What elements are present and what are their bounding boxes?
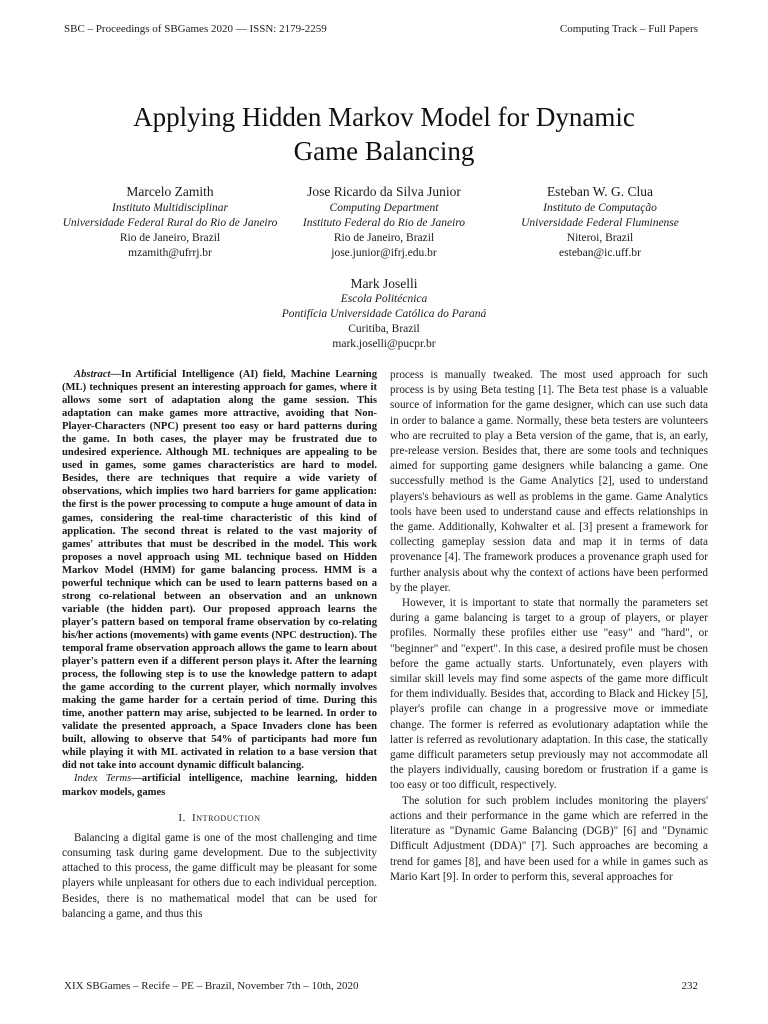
- author-name: Marcelo Zamith: [126, 184, 214, 199]
- index-terms-text: —artificial intelligence, machine learning, hidden markov models, games: [62, 773, 377, 798]
- author-affiliation: Instituto de Computação: [543, 202, 657, 214]
- paper-title: [60, 100, 708, 168]
- abstract-lead: Abstract: [74, 369, 111, 380]
- author-email: mzamith@ufrrj.br: [128, 247, 212, 259]
- page-number: 232: [681, 980, 698, 992]
- header-left: SBC – Proceedings of SBGames 2020 — ISSN: 2179-2259: [64, 23, 327, 35]
- author-city: Rio de Janeiro, Brazil: [333, 232, 435, 244]
- author-institution: Universidade Federal Fluminense: [521, 217, 679, 229]
- author-affiliation: Computing Department: [329, 202, 439, 214]
- author-email: jose.junior@ifrj.edu.br: [331, 247, 437, 259]
- header-right: Computing Track – Full Papers: [559, 23, 698, 35]
- author-block: [0, 275, 768, 352]
- abstract: [62, 368, 377, 772]
- author-affiliation: Instituto Multidisciplinar: [112, 202, 228, 214]
- left-column: [62, 368, 377, 922]
- section-number: I.: [178, 811, 186, 824]
- right-column: [390, 368, 708, 885]
- author-city: Curitiba, Brazil: [348, 323, 420, 335]
- abstract-text: —In Artificial Intelligence (AI) field, Machine Learning (ML) techniques present an interesting approach for games, where it allows some sort of adaptation along the game session. This adaptation can make games more attractive, avoiding that Non-Player-Characters (NPC) present too easy or hard patterns during the game. In both cases, the player may be frustrated due to undesired experience. Although ML techniques are appealing to be used in games, some games characteristics are hard to model. Besides, there are techniques that require a wide variety of observations, which implies two hard barriers for game application: the first is the power processing to compute a huge amount of data in games, considering the real-time characteristic of this kind of application. The second threat is related to the vast majority of games' attributes that must be described in the model. This work proposes a novel approach using ML technique based on Hidden Markov Model (HMM) for game balancing process. HMM is a powerful technique which can be used to learn patterns based on a strong co-relational between an observation and an unknown variable (the hidden part). Our proposed approach learns the player's pattern based on temporal frame observation by co-relating his/her actions (movements) with game events (NPC destruction). The temporal frame observation approach allows the game to learn about player's pattern even if a different person plays it. After the learning process, the following step is to use the knowledge pattern to adapt the game according to the current player, which normally involves making the game harder for a certain period of time. During this time, another pattern may arise, subjected to be learned. In order to validate the presented approach, a Space Invaders clone has been built, allowing to observe that 54% of participants had more fun while playing it with ML activated in relation to a base version that did not take into account dynamic difficult balancing.: [62, 369, 377, 772]
- title-line-1: Applying Hidden Markov Model for Dynamic: [133, 102, 635, 132]
- index-terms: [62, 772, 377, 798]
- author-institution: Universidade Federal Rural do Rio de Janeiro: [62, 217, 278, 229]
- body-paragraph: Balancing a digital game is one of the most challenging and time consuming task during game development. Due to the subjectivity attached to this process, the game difficult may be pleasant for some players while unpleasant for others due to each individual perception. Besides, there is no mathematical model that can be used for balancing a game, and thus this: [62, 831, 377, 920]
- author-name: Esteban W. G. Clua: [546, 184, 654, 199]
- author-institution: Instituto Federal do Rio de Janeiro: [302, 217, 466, 229]
- author-institution: Pontifícia Universidade Católica do Paraná: [281, 308, 487, 320]
- section-title: Introduction: [191, 811, 261, 824]
- author-affiliation: Escola Politécnica: [340, 293, 428, 305]
- title-line-2: Game Balancing: [293, 136, 475, 166]
- author-city: Rio de Janeiro, Brazil: [119, 232, 221, 244]
- author-block: [470, 183, 730, 261]
- index-terms-lead: Index Terms: [74, 773, 132, 785]
- page-footer: [64, 980, 698, 992]
- author-email: mark.joselli@pucpr.br: [332, 338, 436, 350]
- body-paragraph: process is manually tweaked. The most used approach for such process is by using Beta testing [1]. The Beta test phase is a valuable source of information for the game designer, which can use such data in order to balance a game. Normally, these beta testers are volunteers who are recruited to play a Beta version of the game, that is, an early, pre-release version. Besides that, there are some tools and techniques aimed for supporting game designers while balancing a game. One successfully method is the Game Analytics [2], used to understand players's behaviours as well as problems in the game. Game Analytics tools have been used to understand cause and effects relationships in the game. Additionally, Kohwalter et al. [3] present a framework for collecting gameplay session data and map it in terms of data provenance [4]. The framework produces a provenance graph used for further analysis about why the context of actions have been performed by the player.: [390, 369, 708, 594]
- author-name: Jose Ricardo da Silva Junior: [307, 184, 461, 199]
- running-header: [64, 23, 698, 35]
- author-city: Niteroi, Brazil: [566, 232, 634, 244]
- section-heading: [62, 812, 377, 825]
- author-name: Mark Joselli: [350, 276, 418, 291]
- author-email: esteban@ic.uff.br: [559, 247, 641, 259]
- body-paragraph: The solution for such problem includes monitoring the players' actions and their performance in the game which are referred in the literature as "Dynamic Game Balancing (DGB)" [6] and "Dynamic Difficult Adjustment (DDA)" [7]. Such approaches are becoming a trend for games [8], and have been used for a while in games such as Mario Kart [9]. In order to perform this, several approaches for: [390, 794, 708, 883]
- authors-row: [60, 183, 708, 263]
- footer-conference: XIX SBGames – Recife – PE – Brazil, November 7th – 10th, 2020: [64, 980, 359, 992]
- body-paragraph: However, it is important to state that normally the parameters set during a game balancing is target to a group of players, or player profiles. Normally these profiles either use "easy" and "hard", or "beginner" and "expert". In this case, a desired profile must be chosen before the game actually starts. Unfortunately, even players with similar skill levels may find some aspects of the game more difficult for them individually. Besides that, according to Black and Hickey [5], player's profile can change in a progressive move or immediate change. The former is referred as evolutionary adaptation while the latter is referred as revolutionary adaptation. In this case, the statically game difficult parameters setup previously may not accommodate all the players individually, causing boredom or frustration if a game is too easy or too difficult, respectively.: [390, 597, 708, 792]
